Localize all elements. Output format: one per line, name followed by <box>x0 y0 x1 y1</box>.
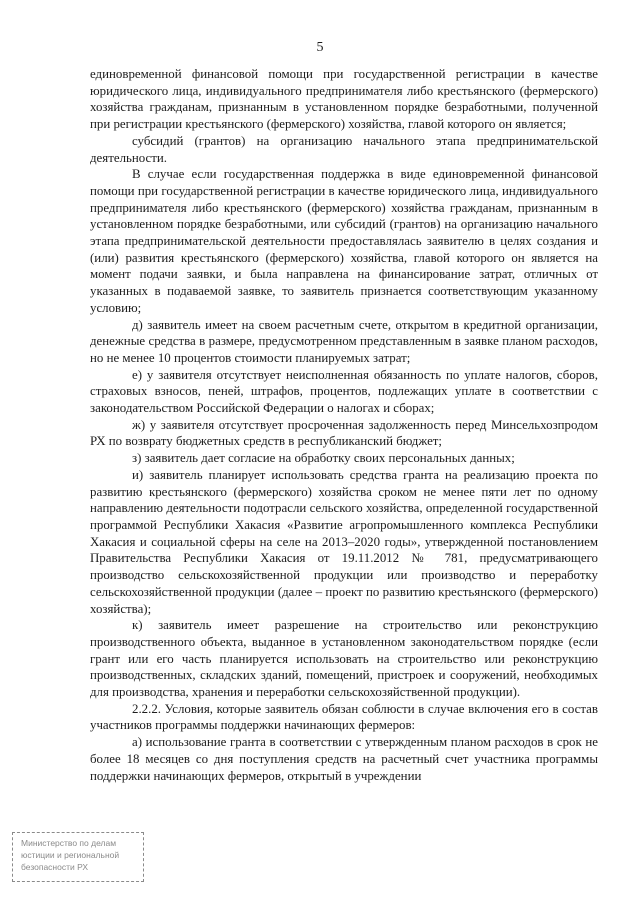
stamp-line: Министерство по делам <box>21 838 117 848</box>
paragraph: з) заявитель дает согласие на обработку своих персональных данных; <box>132 451 515 466</box>
paragraph: е) у заявителя отсутствует неисполненная обязанность по уплате налогов, сборов, страховых взносов, пеней, штрафов, процентов, подлежащих уплате в соответствии с законодательством Российской Федерации о налогах и сборах; <box>90 367 598 416</box>
page-number: 5 <box>316 40 324 55</box>
paragraph: д) заявитель имеет на своем расчетным счете, открытом в кредитной организации, денежные средства в размере, предусмотренном представленным в заявке планом расходов, но не менее 10 процентов стоимости планируемых затрат; <box>90 317 598 365</box>
paragraph: и) заявитель планирует использовать средства гранта на реализацию проекта по развитию крестьянского (фермерского) хозяйства сроком не менее пяти лет по одному направлению деятельности подотрасли сельского хозяйства, определенной государственной программой Республики Хакасия «Развитие агропромышленного комплекса Республики Хакасия и социальной сферы на селе на 2013–2020 годы», утвержденной постановлением Правительства Республики Хакасия от 19.11.2012 № 781, предусматривающего производство сельскохозяйственной продукции или производство и переработку сельскохозяйственной продукции (далее – проект по развитию крестьянского (фермерского) хозяйства); <box>90 467 598 616</box>
paragraph: единовременной финансовой помощи при государственной регистрации в качестве юридического лица, индивидуального предпринимателя либо крестьянского (фермерского) хозяйства гражданам, признанным в установленном порядке безработными, полученной при регистрации крестьянского (фермерского) хозяйства, главой которого он является; <box>90 67 598 132</box>
paragraph: В случае если государственная поддержка в виде единовременной финансовой помощи при государственной регистрации в качестве юридического лица, индивидуального предпринимателя либо крестьянского (фермерского) хозяйства гражданам, признанным в установленном порядке безработными, или субсидий (грантов) на организацию начального этапа предпринимательской деятельности предоставлялась заявителю в целях создания и (или) развития крестьянского (фермерского) хозяйства, главой которого он является на момент подачи заявки, и была направлена на финансирование затрат, отличных от указанных в подаваемой заявке, то заявитель признается соответствующим указанному условию; <box>90 167 598 315</box>
stamp-line: юстиции и региональной <box>21 850 120 860</box>
paragraph: 2.2.2. Условия, которые заявитель обязан соблюсти в случае включения его в состав участников программы поддержки начинающих фермеров: <box>90 701 598 733</box>
registration-stamp <box>12 832 144 882</box>
paragraph: а) использование гранта в соответствии с утвержденным планом расходов в срок не более 18 месяцев со дня поступления средств на расчетный счет участника программы поддержки начинающих фермеров, открытый в учреждении <box>90 735 598 783</box>
paragraph: к) заявитель имеет разрешение на строительство или реконструкцию производственного объекта, выданное в установленном законодательством порядке (если грант или его часть планируется использовать на строительство или реконструкцию производственных, складских зданий, помещений, пристроек и сооружений, необходимых для производства, хранения и переработки сельскохозяйственной продукции). <box>90 618 598 700</box>
paragraph: субсидий (грантов) на организацию начального этапа предпринимательской деятельности. <box>90 133 598 165</box>
paragraph: ж) у заявителя отсутствует просроченная задолженность перед Минсельхозпродом РХ по возврату бюджетных средств в республиканский бюджет; <box>90 417 598 449</box>
stamp-line: безопасности РХ <box>21 862 89 872</box>
document-body <box>90 66 598 784</box>
